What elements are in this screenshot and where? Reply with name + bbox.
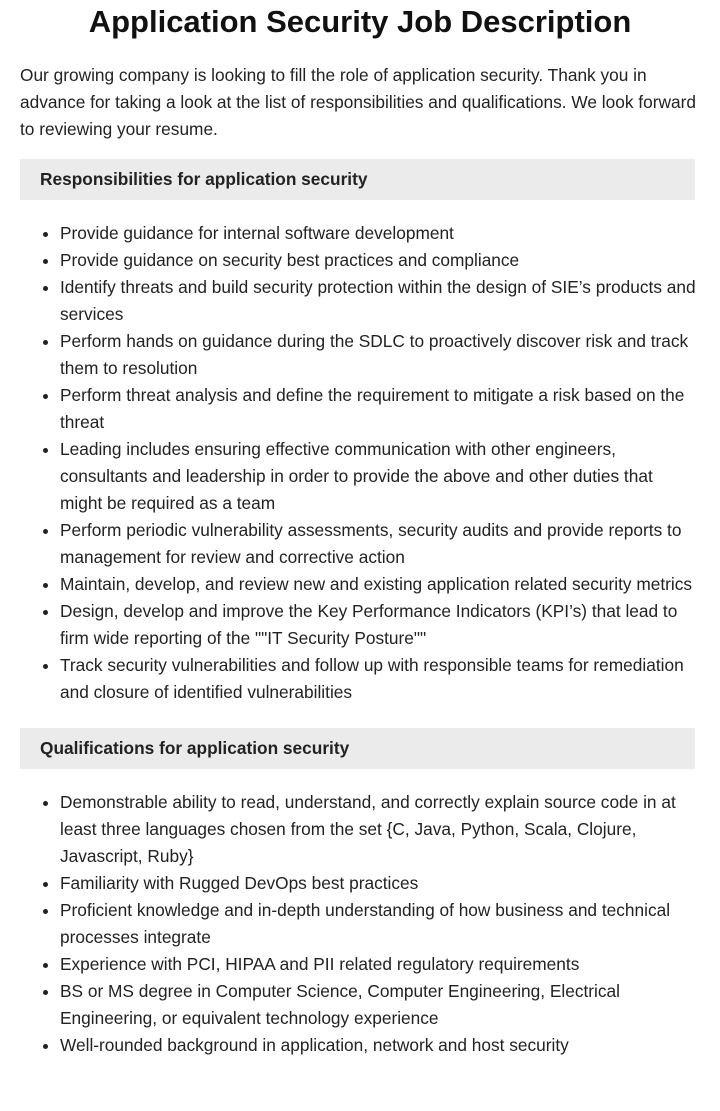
- page-title: Application Security Job Description: [88, 4, 632, 39]
- list-item: • Well-rounded background in application, network and host security: [60, 1032, 698, 1059]
- responsibilities-heading: Responsibilities for application security: [20, 159, 695, 200]
- list-item: • Identify threats and build security protection within the design of SIE’s products and services: [60, 274, 698, 328]
- list-item: • Maintain, develop, and review new and existing application related security metrics: [60, 571, 698, 598]
- list-item: • Provide guidance on security best practices and compliance: [60, 247, 698, 274]
- list-item: • Track security vulnerabilities and follow up with responsible teams for remediation and closure of identified vulnerabilities: [60, 652, 698, 706]
- qualifications-heading: Qualifications for application security: [20, 728, 695, 769]
- list-item: • Perform hands on guidance during the SDLC to proactively discover risk and track them to resolution: [60, 328, 698, 382]
- list-item: • Proficient knowledge and in-depth understanding of how business and technical processes integrate: [60, 897, 698, 951]
- list-item: • BS or MS degree in Computer Science, Computer Engineering, Electrical Engineering, or equivalent technology experience: [60, 978, 698, 1032]
- qualifications-list: [20, 789, 698, 1059]
- responsibilities-list: [20, 220, 698, 706]
- list-item: • Perform periodic vulnerability assessments, security audits and provide reports to management for review and corrective action: [60, 517, 698, 571]
- list-item: • Perform threat analysis and define the requirement to mitigate a risk based on the threat: [60, 382, 698, 436]
- list-item: • Leading includes ensuring effective communication with other engineers, consultants and leadership in order to provide the above and other duties that might be required as a team: [60, 436, 698, 517]
- list-item: • Design, develop and improve the Key Performance Indicators (KPI’s) that lead to firm wide reporting of the ""IT Security Posture"": [60, 598, 698, 652]
- list-item: • Experience with PCI, HIPAA and PII related regulatory requirements: [60, 951, 698, 978]
- list-item: • Provide guidance for internal software development: [60, 220, 698, 247]
- list-item: • Familiarity with Rugged DevOps best practices: [60, 870, 698, 897]
- list-item: • Demonstrable ability to read, understand, and correctly explain source code in at least three languages chosen from the set {C, Java, Python, Scala, Clojure, Javascript, Ruby}: [60, 789, 698, 870]
- intro-paragraph: Our growing company is looking to fill the role of application security. Thank you in advance for taking a look at the list of responsibilities and qualifications. We look forward to reviewing your resume.: [20, 65, 696, 139]
